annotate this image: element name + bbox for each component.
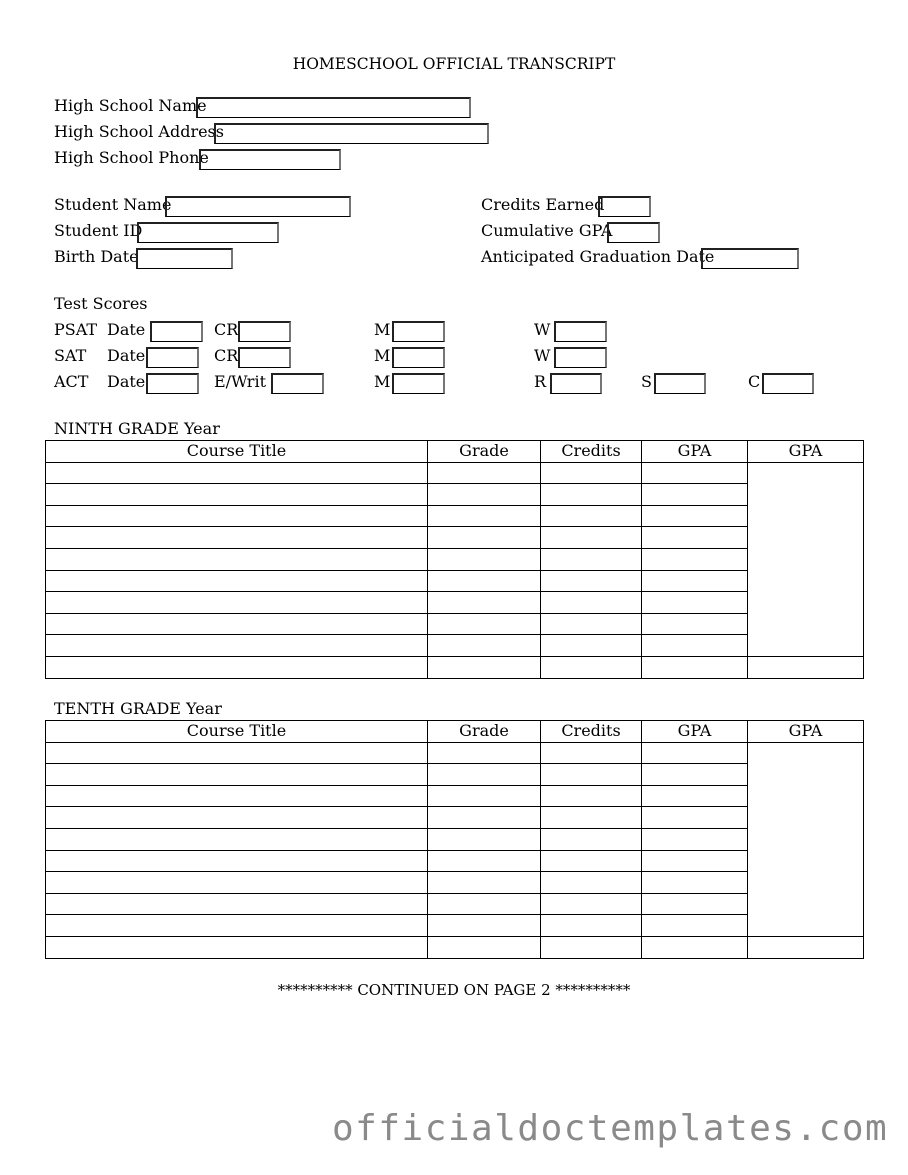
credits-cell[interactable] bbox=[541, 613, 642, 635]
column-header: GPA bbox=[748, 721, 864, 743]
year-gpa-cell[interactable] bbox=[748, 462, 864, 656]
gpa-cell[interactable] bbox=[642, 850, 748, 872]
credits-cell[interactable] bbox=[541, 936, 642, 958]
act-date-label: Date bbox=[107, 372, 146, 391]
gpa-cell[interactable] bbox=[642, 807, 748, 829]
grade-cell[interactable] bbox=[428, 872, 541, 894]
gpa-cell[interactable] bbox=[642, 462, 748, 484]
table-row[interactable] bbox=[46, 807, 864, 829]
graduation-date-field[interactable] bbox=[701, 248, 799, 269]
credits-cell[interactable] bbox=[541, 828, 642, 850]
year-gpa-total-cell[interactable] bbox=[748, 656, 864, 678]
grade-cell[interactable] bbox=[428, 527, 541, 549]
course-cell[interactable] bbox=[46, 936, 428, 958]
gpa-cell[interactable] bbox=[642, 570, 748, 592]
test-scores-heading: Test Scores bbox=[54, 294, 148, 313]
course-cell[interactable] bbox=[46, 527, 428, 549]
credits-cell[interactable] bbox=[541, 527, 642, 549]
psat-w-field[interactable] bbox=[554, 321, 607, 342]
act-ewrit-label: E/Writ bbox=[214, 372, 266, 391]
grade-cell[interactable] bbox=[428, 807, 541, 829]
grade-cell[interactable] bbox=[428, 656, 541, 678]
grade-cell[interactable] bbox=[428, 570, 541, 592]
act-s-label: S bbox=[641, 372, 652, 391]
table-row[interactable] bbox=[46, 785, 864, 807]
course-cell[interactable] bbox=[46, 785, 428, 807]
course-cell[interactable] bbox=[46, 656, 428, 678]
grade-cell[interactable] bbox=[428, 764, 541, 786]
year-gpa-total-cell[interactable] bbox=[748, 936, 864, 958]
birth-date-label: Birth Date bbox=[54, 247, 139, 266]
course-cell[interactable] bbox=[46, 807, 428, 829]
credits-cell[interactable] bbox=[541, 785, 642, 807]
table-row[interactable] bbox=[46, 484, 864, 506]
course-cell[interactable] bbox=[46, 592, 428, 614]
course-cell[interactable] bbox=[46, 828, 428, 850]
grade-cell[interactable] bbox=[428, 936, 541, 958]
act-m-field[interactable] bbox=[392, 373, 445, 394]
table-row[interactable] bbox=[46, 742, 864, 764]
table-row[interactable] bbox=[46, 850, 864, 872]
course-cell[interactable] bbox=[46, 764, 428, 786]
school-address-label: High School Address bbox=[54, 122, 224, 141]
grade-cell[interactable] bbox=[428, 742, 541, 764]
document-title: HOMESCHOOL OFFICIAL TRANSCRIPT bbox=[292, 55, 616, 73]
grade-cell[interactable] bbox=[428, 505, 541, 527]
table-row[interactable] bbox=[46, 893, 864, 915]
credits-earned-field[interactable] bbox=[598, 196, 651, 217]
continued-note: ********** CONTINUED ON PAGE 2 ********** bbox=[277, 981, 631, 999]
psat-date-field[interactable] bbox=[150, 321, 203, 342]
credits-cell[interactable] bbox=[541, 807, 642, 829]
column-header: Credits bbox=[541, 441, 642, 463]
gpa-cell[interactable] bbox=[642, 527, 748, 549]
tenth-grade-heading: TENTH GRADE Year bbox=[54, 699, 222, 718]
sat-m-label: M bbox=[374, 346, 391, 365]
column-header: Grade bbox=[428, 441, 541, 463]
psat-m-label: M bbox=[374, 320, 391, 339]
act-ewrit-field[interactable] bbox=[271, 373, 324, 394]
credits-cell[interactable] bbox=[541, 570, 642, 592]
act-label: ACT bbox=[54, 372, 89, 391]
course-cell[interactable] bbox=[46, 915, 428, 937]
grade-cell[interactable] bbox=[428, 828, 541, 850]
watermark: officialdoctemplates.com bbox=[332, 1108, 889, 1149]
student-id-field[interactable] bbox=[137, 222, 279, 243]
credits-cell[interactable] bbox=[541, 484, 642, 506]
credits-cell[interactable] bbox=[541, 764, 642, 786]
course-cell[interactable] bbox=[46, 893, 428, 915]
gpa-cell[interactable] bbox=[642, 828, 748, 850]
sat-date-label: Date bbox=[107, 346, 146, 365]
act-r-field[interactable] bbox=[550, 373, 602, 394]
table-row[interactable] bbox=[46, 872, 864, 894]
act-r-label: R bbox=[534, 372, 547, 391]
credits-cell[interactable] bbox=[541, 872, 642, 894]
year-gpa-cell[interactable] bbox=[748, 742, 864, 936]
table-row[interactable] bbox=[46, 936, 864, 958]
table-row[interactable] bbox=[46, 764, 864, 786]
gpa-cell[interactable] bbox=[642, 764, 748, 786]
gpa-cell[interactable] bbox=[642, 936, 748, 958]
psat-m-field[interactable] bbox=[392, 321, 445, 342]
gpa-cell[interactable] bbox=[642, 484, 748, 506]
table-header-row bbox=[46, 721, 864, 743]
gpa-cell[interactable] bbox=[642, 592, 748, 614]
sat-cr-label: CR bbox=[214, 346, 239, 365]
sat-cr-field[interactable] bbox=[238, 347, 291, 368]
act-m-label: M bbox=[374, 372, 391, 391]
gpa-cell[interactable] bbox=[642, 742, 748, 764]
grade-cell[interactable] bbox=[428, 635, 541, 657]
column-header: Course Title bbox=[46, 721, 428, 743]
credits-cell[interactable] bbox=[541, 850, 642, 872]
column-header: GPA bbox=[748, 441, 864, 463]
ninth-grade-heading: NINTH GRADE Year bbox=[54, 419, 220, 438]
gpa-cell[interactable] bbox=[642, 785, 748, 807]
gpa-cell[interactable] bbox=[642, 505, 748, 527]
credits-cell[interactable] bbox=[541, 635, 642, 657]
table-row[interactable] bbox=[46, 828, 864, 850]
column-header: GPA bbox=[642, 721, 748, 743]
student-name-field[interactable] bbox=[165, 196, 351, 217]
column-header: Credits bbox=[541, 721, 642, 743]
gpa-cell[interactable] bbox=[642, 915, 748, 937]
gpa-cell[interactable] bbox=[642, 613, 748, 635]
course-cell[interactable] bbox=[46, 505, 428, 527]
gpa-cell[interactable] bbox=[642, 656, 748, 678]
psat-w-label: W bbox=[534, 320, 551, 339]
ninth-grade-table bbox=[45, 440, 864, 679]
column-header: Course Title bbox=[46, 441, 428, 463]
table-row[interactable] bbox=[46, 613, 864, 635]
credits-cell[interactable] bbox=[541, 915, 642, 937]
table-row[interactable] bbox=[46, 592, 864, 614]
course-cell[interactable] bbox=[46, 570, 428, 592]
school-name-label: High School Name bbox=[54, 96, 207, 115]
grade-cell[interactable] bbox=[428, 484, 541, 506]
grade-cell[interactable] bbox=[428, 915, 541, 937]
school-address-field[interactable] bbox=[214, 123, 489, 144]
credits-cell[interactable] bbox=[541, 656, 642, 678]
gpa-cell[interactable] bbox=[642, 548, 748, 570]
course-cell[interactable] bbox=[46, 635, 428, 657]
table-row[interactable] bbox=[46, 656, 864, 678]
gpa-cell[interactable] bbox=[642, 893, 748, 915]
act-s-field[interactable] bbox=[654, 373, 706, 394]
column-header: GPA bbox=[642, 441, 748, 463]
table-row[interactable] bbox=[46, 462, 864, 484]
student-name-label: Student Name bbox=[54, 195, 172, 214]
credits-cell[interactable] bbox=[541, 742, 642, 764]
table-row[interactable] bbox=[46, 548, 864, 570]
tenth-grade-table bbox=[45, 720, 864, 959]
grade-cell[interactable] bbox=[428, 613, 541, 635]
credits-earned-label: Credits Earned bbox=[481, 195, 605, 214]
sat-label: SAT bbox=[54, 346, 87, 365]
sat-m-field[interactable] bbox=[392, 347, 445, 368]
sat-w-label: W bbox=[534, 346, 551, 365]
course-cell[interactable] bbox=[46, 742, 428, 764]
grade-cell[interactable] bbox=[428, 785, 541, 807]
psat-cr-field[interactable] bbox=[238, 321, 291, 342]
course-cell[interactable] bbox=[46, 484, 428, 506]
table-row[interactable] bbox=[46, 635, 864, 657]
act-date-field[interactable] bbox=[146, 373, 199, 394]
school-phone-label: High School Phone bbox=[54, 148, 209, 167]
birth-date-field[interactable] bbox=[136, 248, 233, 269]
sat-date-field[interactable] bbox=[146, 347, 199, 368]
sat-w-field[interactable] bbox=[554, 347, 607, 368]
school-name-field[interactable] bbox=[196, 97, 471, 118]
gpa-cell[interactable] bbox=[642, 635, 748, 657]
act-c-field[interactable] bbox=[762, 373, 814, 394]
graduation-date-label: Anticipated Graduation Date bbox=[481, 247, 715, 266]
course-cell[interactable] bbox=[46, 548, 428, 570]
table-row[interactable] bbox=[46, 915, 864, 937]
psat-label: PSAT bbox=[54, 320, 98, 339]
credits-cell[interactable] bbox=[541, 893, 642, 915]
course-cell[interactable] bbox=[46, 850, 428, 872]
course-cell[interactable] bbox=[46, 613, 428, 635]
act-c-label: C bbox=[748, 372, 761, 391]
student-id-label: Student ID bbox=[54, 221, 143, 240]
cumulative-gpa-label: Cumulative GPA bbox=[481, 221, 613, 240]
grade-cell[interactable] bbox=[428, 462, 541, 484]
grade-cell[interactable] bbox=[428, 893, 541, 915]
table-row[interactable] bbox=[46, 527, 864, 549]
psat-date-label: Date bbox=[107, 320, 146, 339]
cumulative-gpa-field[interactable] bbox=[607, 222, 660, 243]
credits-cell[interactable] bbox=[541, 505, 642, 527]
school-phone-field[interactable] bbox=[199, 149, 341, 170]
table-row[interactable] bbox=[46, 570, 864, 592]
grade-cell[interactable] bbox=[428, 548, 541, 570]
gpa-cell[interactable] bbox=[642, 872, 748, 894]
table-header-row bbox=[46, 441, 864, 463]
psat-cr-label: CR bbox=[214, 320, 239, 339]
table-row[interactable] bbox=[46, 505, 864, 527]
credits-cell[interactable] bbox=[541, 462, 642, 484]
credits-cell[interactable] bbox=[541, 592, 642, 614]
grade-cell[interactable] bbox=[428, 592, 541, 614]
course-cell[interactable] bbox=[46, 462, 428, 484]
column-header: Grade bbox=[428, 721, 541, 743]
grade-cell[interactable] bbox=[428, 850, 541, 872]
course-cell[interactable] bbox=[46, 872, 428, 894]
credits-cell[interactable] bbox=[541, 548, 642, 570]
